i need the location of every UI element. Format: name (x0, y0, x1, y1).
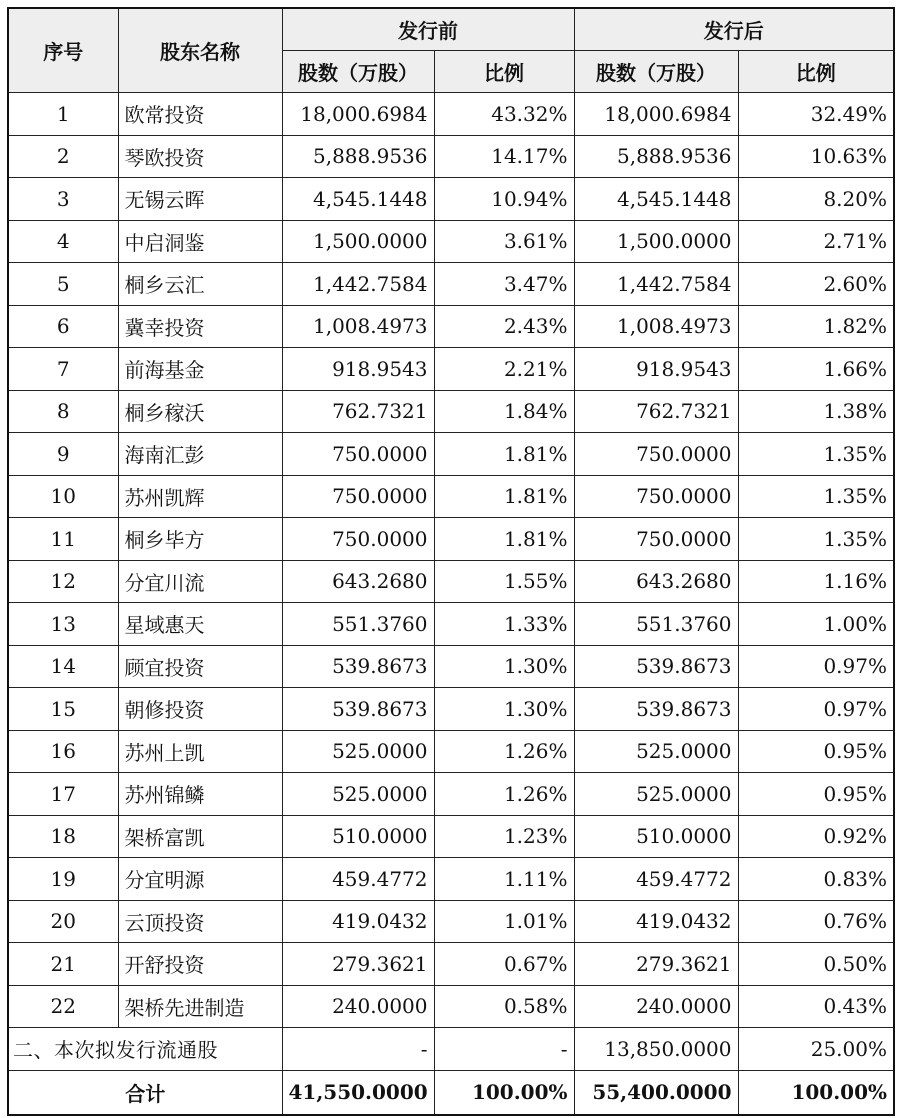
row-before-ratio: 43.32% (434, 93, 574, 136)
row-shareholder-name: 中启洞鉴 (118, 220, 282, 263)
total-after-ratio: 100.00% (738, 1070, 894, 1115)
row-after-ratio: 0.97% (738, 688, 894, 731)
row-after-ratio: 1.00% (738, 603, 894, 646)
row-shareholder-name: 苏州上凯 (118, 730, 282, 773)
total-label: 合计 (8, 1070, 282, 1115)
row-shareholder-name: 架桥先进制造 (118, 985, 282, 1028)
header-before-issue: 发行前 (282, 8, 574, 51)
row-before-ratio: 14.17% (434, 135, 574, 178)
row-after-ratio: 1.35% (738, 475, 894, 518)
row-before-shares: 510.0000 (282, 815, 434, 858)
row-seq: 3 (8, 178, 118, 221)
row-after-shares: 1,442.7584 (574, 263, 738, 306)
row-before-shares: 1,442.7584 (282, 263, 434, 306)
row-after-ratio: 0.97% (738, 645, 894, 688)
row-after-shares: 4,545.1448 (574, 178, 738, 221)
new-issue-after-ratio: 25.00% (738, 1028, 894, 1071)
row-before-shares: 18,000.6984 (282, 93, 434, 136)
new-issue-label: 二、本次拟发行流通股 (8, 1028, 282, 1071)
row-shareholder-name: 朝修投资 (118, 688, 282, 731)
row-before-shares: 762.7321 (282, 390, 434, 433)
row-seq: 11 (8, 518, 118, 561)
header-before-ratio: 比例 (434, 51, 574, 93)
row-seq: 8 (8, 390, 118, 433)
row-after-ratio: 32.49% (738, 93, 894, 136)
row-after-shares: 1,500.0000 (574, 220, 738, 263)
row-after-shares: 539.8673 (574, 645, 738, 688)
table-row (8, 220, 894, 263)
row-after-shares: 279.3621 (574, 943, 738, 986)
row-seq: 2 (8, 135, 118, 178)
table-row (8, 135, 894, 178)
row-after-shares: 551.3760 (574, 603, 738, 646)
total-after-shares: 55,400.0000 (574, 1070, 738, 1115)
row-before-shares: 1,008.4973 (282, 305, 434, 348)
row-after-shares: 5,888.9536 (574, 135, 738, 178)
table-row (8, 730, 894, 773)
table-footer (8, 1028, 894, 1115)
row-after-ratio: 0.76% (738, 900, 894, 943)
table-row (8, 263, 894, 306)
shareholder-table (7, 7, 895, 1116)
row-before-shares: 551.3760 (282, 603, 434, 646)
row-shareholder-name: 桐乡云汇 (118, 263, 282, 306)
row-seq: 12 (8, 560, 118, 603)
row-seq: 18 (8, 815, 118, 858)
row-shareholder-name: 桐乡稼沃 (118, 390, 282, 433)
row-after-ratio: 8.20% (738, 178, 894, 221)
row-after-shares: 240.0000 (574, 985, 738, 1028)
table-row (8, 348, 894, 391)
row-before-shares: 525.0000 (282, 773, 434, 816)
row-after-shares: 918.9543 (574, 348, 738, 391)
row-seq: 1 (8, 93, 118, 136)
row-before-shares: 525.0000 (282, 730, 434, 773)
row-seq: 9 (8, 433, 118, 476)
row-after-ratio: 1.16% (738, 560, 894, 603)
row-shareholder-name: 分宜明源 (118, 858, 282, 901)
row-before-ratio: 3.61% (434, 220, 574, 263)
new-issue-before-ratio: - (434, 1028, 574, 1071)
row-before-ratio: 1.55% (434, 560, 574, 603)
table-row (8, 390, 894, 433)
row-before-ratio: 1.30% (434, 645, 574, 688)
new-issue-row (8, 1028, 894, 1071)
row-before-shares: 539.8673 (282, 688, 434, 731)
row-after-ratio: 0.92% (738, 815, 894, 858)
row-before-shares: 750.0000 (282, 433, 434, 476)
row-after-shares: 525.0000 (574, 773, 738, 816)
table-row (8, 688, 894, 731)
row-shareholder-name: 分宜川流 (118, 560, 282, 603)
row-after-ratio: 1.66% (738, 348, 894, 391)
row-before-ratio: 1.33% (434, 603, 574, 646)
row-after-shares: 539.8673 (574, 688, 738, 731)
header-after-ratio: 比例 (738, 51, 894, 93)
row-before-shares: 4,545.1448 (282, 178, 434, 221)
row-after-shares: 1,008.4973 (574, 305, 738, 348)
row-before-shares: 419.0432 (282, 900, 434, 943)
table-row (8, 603, 894, 646)
table-row (8, 93, 894, 136)
row-seq: 22 (8, 985, 118, 1028)
table-header (8, 8, 894, 93)
row-after-shares: 459.4772 (574, 858, 738, 901)
row-before-shares: 459.4772 (282, 858, 434, 901)
table-row (8, 943, 894, 986)
table-row (8, 560, 894, 603)
row-shareholder-name: 桐乡毕方 (118, 518, 282, 561)
row-seq: 15 (8, 688, 118, 731)
new-issue-before-shares: - (282, 1028, 434, 1071)
total-before-shares: 41,550.0000 (282, 1070, 434, 1115)
header-seq: 序号 (8, 8, 118, 93)
row-after-shares: 750.0000 (574, 475, 738, 518)
header-after-issue: 发行后 (574, 8, 894, 51)
row-after-shares: 750.0000 (574, 518, 738, 561)
row-before-ratio: 1.26% (434, 773, 574, 816)
row-before-ratio: 1.81% (434, 475, 574, 518)
total-before-ratio: 100.00% (434, 1070, 574, 1115)
row-after-ratio: 2.71% (738, 220, 894, 263)
row-seq: 20 (8, 900, 118, 943)
row-before-shares: 1,500.0000 (282, 220, 434, 263)
row-before-shares: 240.0000 (282, 985, 434, 1028)
row-before-ratio: 1.26% (434, 730, 574, 773)
row-before-shares: 750.0000 (282, 518, 434, 561)
row-before-shares: 5,888.9536 (282, 135, 434, 178)
total-row (8, 1070, 894, 1115)
row-seq: 7 (8, 348, 118, 391)
row-after-ratio: 0.43% (738, 985, 894, 1028)
table-row (8, 433, 894, 476)
row-after-shares: 643.2680 (574, 560, 738, 603)
row-before-ratio: 1.30% (434, 688, 574, 731)
row-seq: 16 (8, 730, 118, 773)
row-after-ratio: 0.83% (738, 858, 894, 901)
row-before-shares: 643.2680 (282, 560, 434, 603)
row-after-shares: 750.0000 (574, 433, 738, 476)
header-before-shares: 股数（万股） (282, 51, 434, 93)
row-seq: 6 (8, 305, 118, 348)
header-after-shares: 股数（万股） (574, 51, 738, 93)
row-before-ratio: 1.81% (434, 518, 574, 561)
row-after-shares: 510.0000 (574, 815, 738, 858)
row-before-ratio: 0.58% (434, 985, 574, 1028)
table-row (8, 645, 894, 688)
row-seq: 21 (8, 943, 118, 986)
row-shareholder-name: 琴欧投资 (118, 135, 282, 178)
row-shareholder-name: 苏州锦鳞 (118, 773, 282, 816)
header-shareholder-name: 股东名称 (118, 8, 282, 93)
row-after-shares: 525.0000 (574, 730, 738, 773)
table-row (8, 518, 894, 561)
row-shareholder-name: 冀幸投资 (118, 305, 282, 348)
row-shareholder-name: 架桥富凯 (118, 815, 282, 858)
row-after-shares: 18,000.6984 (574, 93, 738, 136)
table-row (8, 815, 894, 858)
row-before-ratio: 10.94% (434, 178, 574, 221)
row-before-shares: 918.9543 (282, 348, 434, 391)
table-row (8, 475, 894, 518)
row-shareholder-name: 云顶投资 (118, 900, 282, 943)
row-before-ratio: 1.84% (434, 390, 574, 433)
table-row (8, 900, 894, 943)
row-before-ratio: 0.67% (434, 943, 574, 986)
row-after-shares: 762.7321 (574, 390, 738, 433)
row-after-ratio: 2.60% (738, 263, 894, 306)
row-shareholder-name: 顾宜投资 (118, 645, 282, 688)
row-seq: 13 (8, 603, 118, 646)
row-after-ratio: 0.50% (738, 943, 894, 986)
row-after-ratio: 1.35% (738, 433, 894, 476)
row-before-ratio: 1.23% (434, 815, 574, 858)
table-row (8, 773, 894, 816)
row-shareholder-name: 星域惠天 (118, 603, 282, 646)
row-before-ratio: 1.01% (434, 900, 574, 943)
row-shareholder-name: 前海基金 (118, 348, 282, 391)
row-before-shares: 279.3621 (282, 943, 434, 986)
new-issue-after-shares: 13,850.0000 (574, 1028, 738, 1071)
row-shareholder-name: 欧常投资 (118, 93, 282, 136)
table-row (8, 178, 894, 221)
row-after-ratio: 1.82% (738, 305, 894, 348)
row-after-shares: 419.0432 (574, 900, 738, 943)
row-shareholder-name: 开舒投资 (118, 943, 282, 986)
row-before-shares: 750.0000 (282, 475, 434, 518)
row-seq: 17 (8, 773, 118, 816)
shareholder-table-container (7, 7, 895, 1116)
row-after-ratio: 1.38% (738, 390, 894, 433)
row-seq: 10 (8, 475, 118, 518)
row-seq: 14 (8, 645, 118, 688)
row-before-shares: 539.8673 (282, 645, 434, 688)
table-row (8, 985, 894, 1028)
table-body (8, 93, 894, 1028)
row-seq: 5 (8, 263, 118, 306)
row-seq: 4 (8, 220, 118, 263)
row-after-ratio: 0.95% (738, 730, 894, 773)
row-after-ratio: 0.95% (738, 773, 894, 816)
row-before-ratio: 2.43% (434, 305, 574, 348)
row-shareholder-name: 苏州凯辉 (118, 475, 282, 518)
row-before-ratio: 1.11% (434, 858, 574, 901)
row-before-ratio: 3.47% (434, 263, 574, 306)
table-row (8, 858, 894, 901)
row-seq: 19 (8, 858, 118, 901)
row-after-ratio: 1.35% (738, 518, 894, 561)
row-before-ratio: 1.81% (434, 433, 574, 476)
row-shareholder-name: 海南汇彭 (118, 433, 282, 476)
row-after-ratio: 10.63% (738, 135, 894, 178)
table-row (8, 305, 894, 348)
row-before-ratio: 2.21% (434, 348, 574, 391)
row-shareholder-name: 无锡云晖 (118, 178, 282, 221)
